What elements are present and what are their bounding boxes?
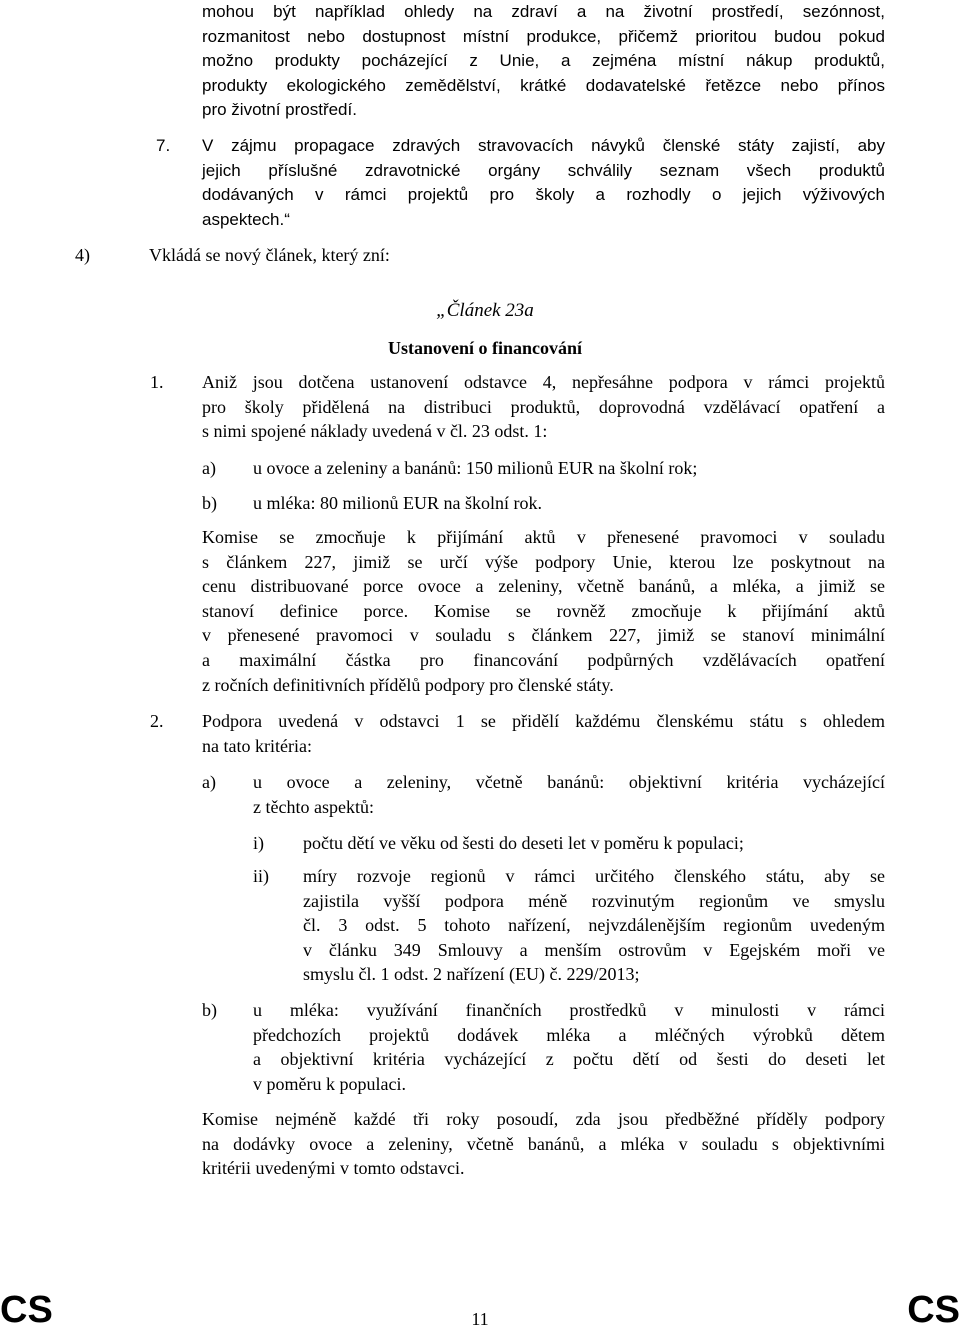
text-line: stanoví definice porce. Komise se rovněž zmocňuje k přijímání aktů	[202, 600, 885, 621]
text-line: s článkem 227, jimiž se určí výše podpory Unie, kterou lze poskytnout na	[202, 551, 885, 572]
para-1-item-a-label: a)	[202, 458, 216, 478]
text-line: u ovoce a zeleniny, včetně banánů: objektivní kritéria vycházející	[253, 772, 885, 792]
point-4-text: Vkládá se nový článek, který zní:	[149, 245, 390, 265]
closing-paragraph	[202, 1107, 885, 1181]
text-line: cenu distribuované porce ovoce a zeleniny, včetně banánů, a mléka, a jimiž se	[202, 576, 885, 597]
article-subtitle: Ustanovení o financování	[387, 338, 583, 358]
sub-item-ii-label: ii)	[253, 866, 269, 886]
article-title: „Článek 23a	[436, 300, 534, 321]
intro-paragraph	[202, 0, 885, 123]
para-1-item-b-label: b)	[202, 493, 217, 513]
text-line: předchozích projektů dodávek mléka a mléčných výrobků dětem	[253, 1024, 885, 1045]
sub-item-i-label: i)	[253, 833, 264, 853]
para-1-item-a-text: u ovoce a zeleniny a banánů: 150 milionů EUR na školní rok;	[253, 458, 698, 478]
para-1-item-b-text: u mléka: 80 milionů EUR na školní rok.	[253, 493, 542, 513]
para-2-item-b-text	[253, 998, 885, 1096]
text-line: zajistila vyšší podpora méně rozvinutým regionům ve smyslu	[303, 890, 885, 911]
text-line: v článku 349 Smlouvy a menším ostrovům v Egejském moři ve	[303, 939, 885, 960]
text-line: kritérii uvedenými v tomto odstavci.	[202, 1158, 465, 1179]
commission-paragraph	[202, 525, 885, 697]
point-7-paragraph	[202, 134, 885, 232]
para-1-number: 1.	[150, 372, 164, 392]
text-line: na tato kritéria:	[202, 735, 312, 756]
text-line: produkty ekologického zemědělství, krátké dodavatelské řetězce nebo přínos	[202, 75, 885, 95]
para-1-text	[202, 370, 885, 444]
para-2-number: 2.	[150, 711, 164, 731]
text-line: Aniž jsou dotčena ustanovení odstavce 4, nepřesáhne podpora v rámci projektů	[202, 372, 885, 392]
sub-item-ii-text	[303, 864, 885, 987]
text-line: míry rozvoje regionů v rámci určitého členského státu, aby se	[303, 866, 885, 886]
footer-language-left: CS	[0, 1289, 53, 1331]
text-line: dodávaných v rámci projektů pro školy a rozhodly o jejich výživových	[202, 185, 885, 205]
para-2-text	[202, 709, 885, 758]
para-2-item-b-label: b)	[202, 1000, 217, 1020]
text-line: Komise nejméně každé tři roky posoudí, zda jsou předběžné příděly podpory	[202, 1109, 885, 1129]
text-line: u mléka: využívání finančních prostředků v minulosti v rámci	[253, 1000, 885, 1020]
text-line: v přenesené pravomoci v souladu s článkem 227, jimiž se stanoví minimální	[202, 625, 885, 646]
text-line: v poměru k populaci.	[253, 1073, 406, 1094]
text-line: možno produkty pocházející z Unie, a zejména místní nákup produktů,	[202, 51, 885, 71]
text-line: jejich příslušné zdravotnické orgány schválily seznam všech produktů	[202, 160, 885, 180]
text-line: aspektech.“	[202, 209, 290, 229]
text-line: s nimi spojené náklady uvedená v čl. 23 odst. 1:	[202, 421, 548, 442]
text-line: pro životní prostředí.	[202, 100, 357, 120]
text-line: z těchto aspektů:	[253, 796, 374, 817]
text-line: a objektivní kritéria vycházející z počtu dětí od šesti do deseti let	[253, 1049, 885, 1070]
text-line: Komise se zmocňuje k přijímání aktů v přenesené pravomoci v souladu	[202, 527, 885, 547]
text-line: smyslu čl. 1 odst. 2 nařízení (EU) č. 229/2013;	[303, 964, 640, 985]
text-line: mohou být například ohledy na zdraví a na životní prostředí, sezónnost,	[202, 2, 885, 21]
text-line: čl. 3 odst. 5 tohoto nařízení, nejvzdálenějším regionům uvedeným	[303, 915, 885, 936]
para-2-item-a-text	[253, 770, 885, 819]
text-line: rozmanitost nebo dostupnost místní produkce, přičemž prioritou budou pokud	[202, 26, 885, 46]
text-line: pro školy přidělená na distribuci produktů, doprovodná vzdělávací opatření a	[202, 396, 885, 417]
text-line: Podpora uvedená v odstavci 1 se přidělí každému členskému státu s ohledem	[202, 711, 885, 731]
point-4-number: 4)	[75, 245, 90, 265]
text-line: a maximální částka pro financování podpůrných vzdělávacích opatření	[202, 649, 885, 670]
footer-language-right: CS	[907, 1289, 960, 1331]
page-number: 11	[471, 1309, 489, 1329]
text-line: V zájmu propagace zdravých stravovacích návyků členské státy zajistí, aby	[202, 136, 885, 155]
sub-item-i-text: počtu dětí ve věku od šesti do deseti let v poměru k populaci;	[303, 833, 744, 853]
point-7-number: 7.	[156, 136, 171, 155]
text-line: z ročních definitivních přídělů podpory pro členské státy.	[202, 674, 614, 695]
text-line: na dodávky ovoce a zeleniny, včetně banánů, a mléka v souladu s objektivními	[202, 1133, 885, 1154]
para-2-item-a-label: a)	[202, 772, 216, 792]
